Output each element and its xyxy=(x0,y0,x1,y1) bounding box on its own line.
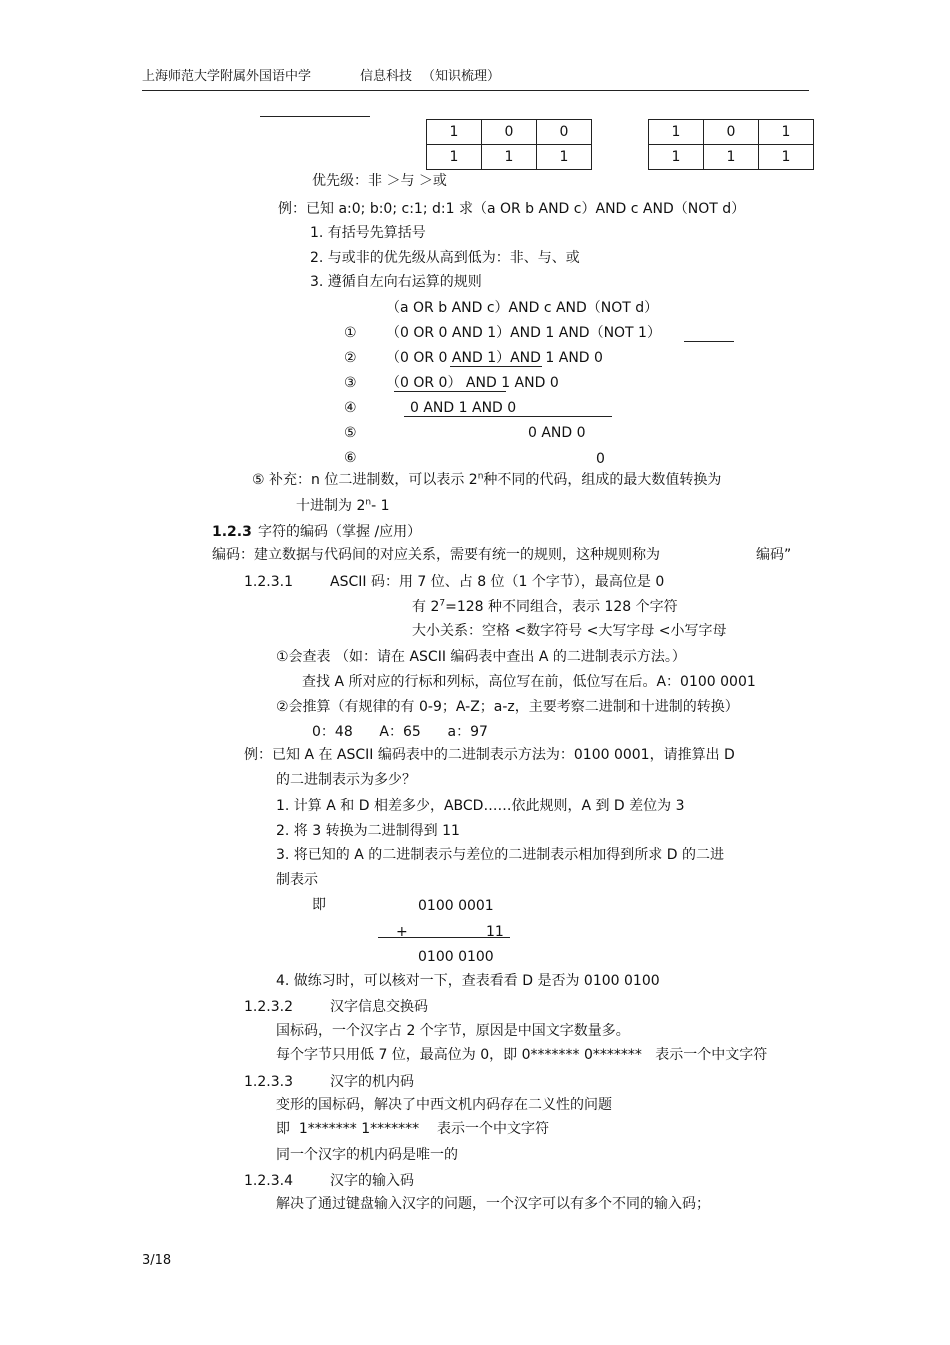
table-cell: 1 xyxy=(759,145,814,170)
step-2: 2. 将 3 转换为二进制得到 11 xyxy=(276,823,460,839)
step-4: 4. 做练习时，可以核对一下，查表看看 D 是否为 0100 0100 xyxy=(276,973,660,989)
truth-table-left xyxy=(426,119,592,170)
subsection-number: 1.2.3.1 xyxy=(244,574,293,590)
calc-rule xyxy=(378,937,510,938)
superscript: n xyxy=(477,471,484,482)
example-2-line-1: 例：已知 A 在 ASCII 编码表中的二进制表示方法为：0100 0001，请推算出 D xyxy=(244,747,735,763)
table-row xyxy=(649,120,814,145)
header-rule xyxy=(142,90,809,91)
table-row xyxy=(427,120,592,145)
ascii-text: 有 2 xyxy=(412,599,440,615)
table-cell: 0 xyxy=(537,120,592,145)
section-number: 1.2.3 xyxy=(212,524,252,540)
table-cell: 1 xyxy=(759,120,814,145)
step-expression: 0 AND 0 xyxy=(528,425,586,441)
step-number: ⑥ xyxy=(344,450,357,466)
step-3-line-1: 3. 将已知的 A 的二进制表示与差位的二进制表示相加得到所求 D 的二进 xyxy=(276,847,724,863)
rule-3: 3. 遵循自左向右运算的规则 xyxy=(310,274,482,290)
lookup-detail: 查找 A 所对应的行标和列标，高位写在前，低位写在后。A：0100 0001 xyxy=(302,674,756,690)
table-cell: 1 xyxy=(427,120,482,145)
lookup-line: ①会查表 （如：请在 ASCII 编码表中查出 A 的二进制表示方法。） xyxy=(276,649,686,665)
subsection-title: 汉字的机内码 xyxy=(330,1074,414,1090)
ascii-text: =128 种不同组合，表示 128 个字符 xyxy=(445,599,678,615)
table-row xyxy=(649,145,814,170)
table-cell: 0 xyxy=(482,120,537,145)
calc-operand-b: 11 xyxy=(486,924,504,940)
supplement-text: 种不同的代码，组成的最大数值转换为 xyxy=(483,472,722,488)
underline-mark xyxy=(394,391,506,392)
rule-2: 2. 与或非的优先级从高到低为：非、与、或 xyxy=(310,250,580,266)
definition-text: 编码：建立数据与代码间的对应关系，需要有统一的规则，这种规则称为 xyxy=(212,547,660,563)
step-3-line-2: 制表示 xyxy=(276,872,318,888)
table-cell: 1 xyxy=(704,145,759,170)
step-expression: （0 OR 0 AND 1）AND 1 AND（NOT 1） xyxy=(386,325,661,341)
input-line-1: 解决了通过键盘输入汉字的问题，一个汉字可以有多个不同的输入码； xyxy=(276,1196,710,1212)
table-cell: 1 xyxy=(649,145,704,170)
example-line: 例：已知 a:0; b:0; c:1; d:1 求（a OR b AND c）AND c AND（NOT d） xyxy=(278,201,746,217)
subsection-number: 1.2.3.3 xyxy=(244,1074,293,1090)
step-number: ③ xyxy=(344,375,357,391)
header-school: 上海师范大学附属外国语中学 xyxy=(142,69,312,84)
header-note: （知识梳理） xyxy=(422,69,501,84)
subsection-number: 1.2.3.4 xyxy=(244,1173,293,1189)
header-subject: 信息科技 xyxy=(360,69,413,84)
table-cell: 1 xyxy=(649,120,704,145)
internal-line-1: 变形的国标码，解决了中西文机内码存在二义性的问题 xyxy=(276,1097,612,1113)
step-number: ⑤ xyxy=(344,425,357,441)
superscript: 7 xyxy=(439,598,446,609)
step-expression: （0 OR 0 AND 1）AND 1 AND 0 xyxy=(386,350,603,366)
step-expression: 0 AND 1 AND 0 xyxy=(410,400,517,416)
truth-table-right xyxy=(648,119,814,170)
decorative-rule xyxy=(260,116,370,117)
superscript: n xyxy=(365,497,372,508)
priority-line: 优先级：非 ＞与 ＞或 xyxy=(312,173,447,189)
step-1: 1. 计算 A 和 D 相差多少，ABCD……依此规则，A 到 D 差位为 3 xyxy=(276,798,685,814)
step-number: ① xyxy=(344,325,357,341)
ascii-line-3: 大小关系：空格 <数字符号 <大写字母 <小写字母 xyxy=(412,623,727,639)
exchange-line-2: 每个字节只用低 7 位，最高位为 0，即 0******* 0******* 表示一个中文字符 xyxy=(276,1047,768,1063)
internal-line-3: 同一个汉字的机内码是唯一的 xyxy=(276,1147,458,1163)
table-cell: 0 xyxy=(704,120,759,145)
calc-operand-a: 0100 0001 xyxy=(418,898,494,914)
definition-end: 编码” xyxy=(756,547,792,563)
table-row xyxy=(427,145,592,170)
table-cell: 1 xyxy=(537,145,592,170)
supplement-line-1 xyxy=(252,471,721,489)
page-number: 3/18 xyxy=(142,1253,172,1268)
example-2-line-2: 的二进制表示为多少？ xyxy=(276,772,416,788)
underline-mark xyxy=(450,366,542,367)
supplement-text: - 1 xyxy=(371,498,390,514)
supplement-text: 十进制为 2 xyxy=(296,498,366,514)
exchange-line-1: 国标码，一个汉字占 2 个字节，原因是中国文字数量多。 xyxy=(276,1023,630,1039)
subsection-number: 1.2.3.2 xyxy=(244,999,293,1015)
calc-result: 0100 0100 xyxy=(418,949,494,965)
infer-line: ②会推算（有规律的有 0-9；A-Z；a-z，主要考察二进制和十进制的转换） xyxy=(276,699,739,715)
underline-mark xyxy=(404,416,612,417)
rule-1: 1. 有括号先算括号 xyxy=(310,225,426,241)
step-expression: （0 OR 0） AND 1 AND 0 xyxy=(386,375,559,391)
section-title: 字符的编码（掌握 /应用） xyxy=(258,524,422,540)
subsection-title: 汉字信息交换码 xyxy=(330,999,428,1015)
table-cell: 1 xyxy=(482,145,537,170)
step-number: ② xyxy=(344,350,357,366)
calc-plus: + xyxy=(396,924,408,940)
expression-original: （a OR b AND c）AND c AND（NOT d） xyxy=(386,300,659,316)
ascii-line-1: ASCII 码：用 7 位、占 8 位（1 个字节），最高位是 0 xyxy=(330,574,665,590)
values-line: 0：48 A：65 a：97 xyxy=(312,724,488,740)
ascii-line-2 xyxy=(412,598,678,616)
table-cell: 1 xyxy=(427,145,482,170)
step-expression: 0 xyxy=(596,451,605,467)
subsection-title: 汉字的输入码 xyxy=(330,1173,414,1189)
step-number: ④ xyxy=(344,400,357,416)
internal-line-2: 即 1******* 1******* 表示一个中文字符 xyxy=(276,1121,549,1137)
underline-mark xyxy=(684,341,734,342)
supplement-line-2 xyxy=(296,497,390,515)
ji-label: 即 xyxy=(312,897,326,913)
supplement-text: ⑤ 补充：n 位二进制数，可以表示 2 xyxy=(252,472,478,488)
